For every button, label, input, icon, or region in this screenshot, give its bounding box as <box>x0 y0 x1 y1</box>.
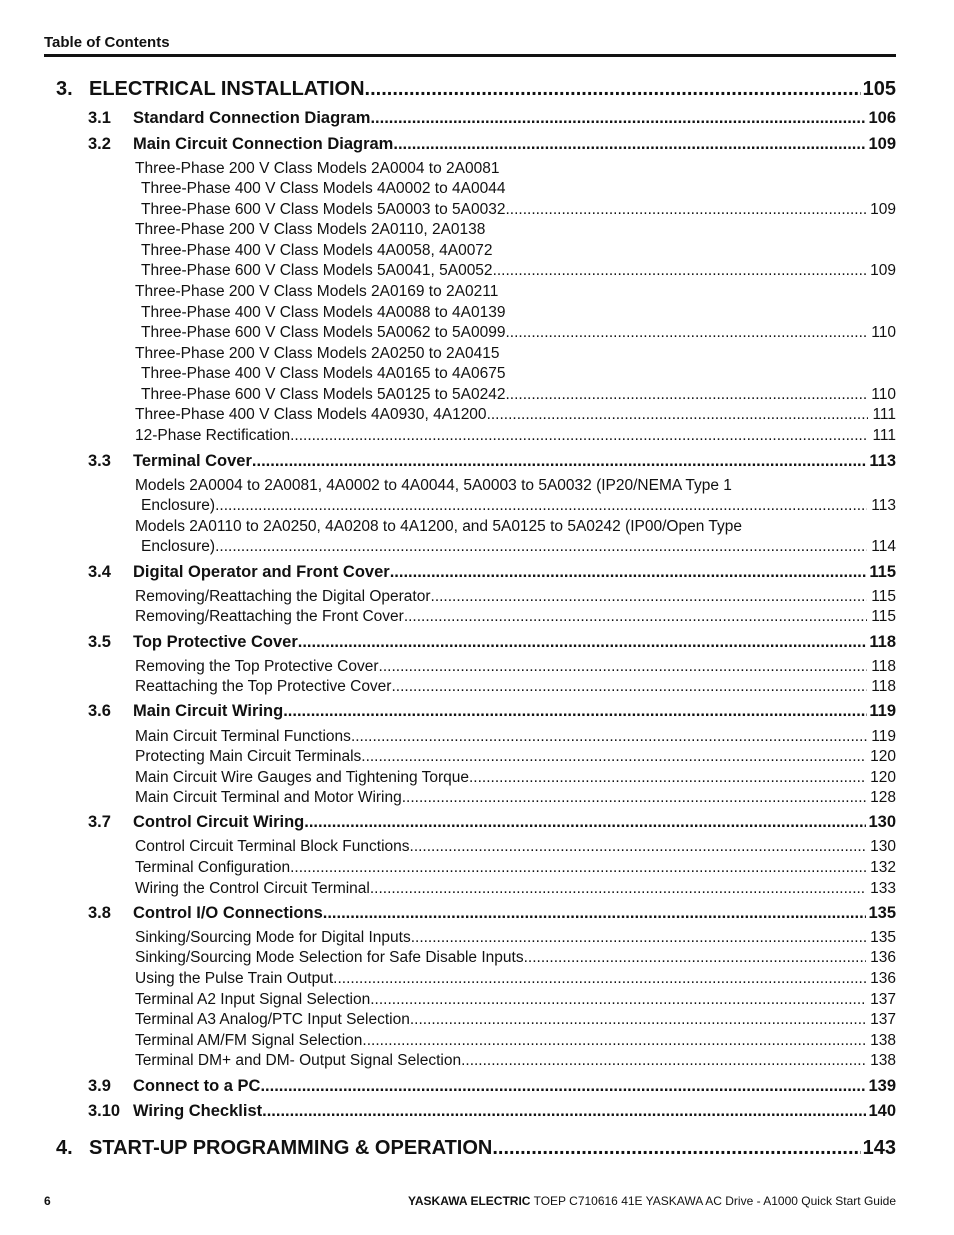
section-page: 140 <box>868 1102 896 1120</box>
entry-title: Three-Phase 600 V Class Models 5A0041, 5A0052 <box>141 262 493 279</box>
toc-entry[interactable] <box>141 201 896 219</box>
entry-page: 132 <box>870 859 896 876</box>
dot-leader <box>393 135 866 154</box>
entry-title: Wiring the Control Circuit Terminal <box>135 880 370 897</box>
entry-page: 136 <box>870 970 896 987</box>
entry-title: Sinking/Sourcing Mode for Digital Inputs <box>135 929 411 946</box>
toc-entry[interactable] <box>135 1011 896 1029</box>
toc-entry[interactable] <box>135 608 896 626</box>
toc-entry[interactable] <box>141 538 896 556</box>
dot-leader <box>370 109 866 128</box>
dot-leader <box>215 538 867 556</box>
section-number: 3.6 <box>88 702 111 720</box>
entry-page: 137 <box>870 991 896 1008</box>
dot-leader <box>333 970 866 988</box>
entry-page: 111 <box>872 427 896 444</box>
section-number: 3.7 <box>88 813 111 831</box>
toc-section-3-7[interactable] <box>88 813 896 832</box>
chapter-number: 3. <box>56 78 73 100</box>
footer-doc-title: TOEP C710616 41E YASKAWA AC Drive - A1000 Quick Start Guide <box>533 1194 896 1208</box>
toc-entry[interactable] <box>135 427 896 445</box>
entry-page: 115 <box>871 608 896 625</box>
toc-entry-line: Three-Phase 200 V Class Models 2A0250 to 2A0415 <box>135 345 500 362</box>
dot-leader <box>404 608 867 626</box>
toc-entry-line: Three-Phase 200 V Class Models 2A0169 to 2A0211 <box>135 283 499 300</box>
entry-page: 128 <box>870 789 896 806</box>
toc-entry[interactable] <box>135 859 896 877</box>
toc-entry[interactable] <box>135 991 896 1009</box>
section-number: 3.10 <box>88 1102 121 1120</box>
toc-entry[interactable] <box>135 949 896 967</box>
section-page: 139 <box>868 1077 896 1095</box>
toc-entry-line: Three-Phase 400 V Class Models 4A0002 to 4A0044 <box>141 180 506 197</box>
toc-entry[interactable] <box>135 929 896 947</box>
section-page: 130 <box>868 813 896 831</box>
toc-section-3-2[interactable] <box>88 135 896 154</box>
section-title: Control I/O Connections <box>133 904 323 922</box>
toc-entry[interactable] <box>135 838 896 856</box>
section-page: 115 <box>869 563 896 581</box>
dot-leader <box>370 880 866 898</box>
dot-leader <box>487 406 869 424</box>
header-rule <box>44 54 896 57</box>
dot-leader <box>365 78 861 101</box>
entry-title: Control Circuit Terminal Block Functions <box>135 838 410 855</box>
entry-title: 12-Phase Rectification <box>135 427 291 444</box>
toc-entry-line: Three-Phase 400 V Class Models 4A0165 to 4A0675 <box>141 365 506 382</box>
chapter-title: ELECTRICAL INSTALLATION <box>89 78 365 100</box>
dot-leader <box>461 1052 866 1070</box>
dot-leader <box>410 838 867 856</box>
dot-leader <box>492 1137 860 1160</box>
dot-leader <box>252 452 867 471</box>
section-number: 3.1 <box>88 109 111 127</box>
section-title: Main Circuit Connection Diagram <box>133 135 394 153</box>
toc-entry[interactable] <box>141 262 896 280</box>
entry-title: Main Circuit Terminal and Motor Wiring <box>135 789 402 806</box>
header-title: Table of Contents <box>44 34 170 51</box>
dot-leader <box>505 201 866 219</box>
section-page: 118 <box>869 633 896 651</box>
toc-entry[interactable] <box>141 497 896 515</box>
entry-title: Removing/Reattaching the Front Cover <box>135 608 404 625</box>
toc-entry[interactable] <box>141 386 896 404</box>
entry-title: Enclosure) <box>141 538 216 555</box>
dot-leader <box>215 497 867 515</box>
toc-entry[interactable] <box>135 789 896 807</box>
section-page: 109 <box>868 135 896 153</box>
dot-leader <box>390 563 868 582</box>
toc-entry[interactable] <box>135 1032 896 1050</box>
toc-entry-line: Models 2A0004 to 2A0081, 4A0002 to 4A0044, 5A0003 to 5A0032 (IP20/NEMA Type 1 <box>135 477 732 494</box>
toc-entry[interactable] <box>135 970 896 988</box>
toc-entry[interactable] <box>135 880 896 898</box>
dot-leader <box>391 678 867 696</box>
entry-title: Using the Pulse Train Output <box>135 970 334 987</box>
toc-entry[interactable] <box>135 678 896 696</box>
toc-entry[interactable] <box>135 406 896 424</box>
dot-leader <box>323 904 867 923</box>
entry-page: 113 <box>871 497 896 514</box>
dot-leader <box>298 633 868 652</box>
toc-entry[interactable] <box>135 1052 896 1070</box>
entry-page: 136 <box>870 949 896 966</box>
toc-entry-line: Three-Phase 200 V Class Models 2A0110, 2A0138 <box>135 221 486 238</box>
dot-leader <box>361 748 866 766</box>
toc-section-3-8[interactable] <box>88 904 896 923</box>
dot-leader <box>351 728 867 746</box>
chapter-title: START-UP PROGRAMMING & OPERATION <box>89 1137 493 1159</box>
section-page: 113 <box>869 452 896 470</box>
entry-page: 111 <box>872 406 896 423</box>
footer-brand: YASKAWA ELECTRIC <box>407 1194 531 1208</box>
toc-section-3-6[interactable] <box>88 702 896 721</box>
dot-leader <box>362 1032 866 1050</box>
entry-title: Removing the Top Protective Cover <box>135 658 379 675</box>
entry-title: Main Circuit Terminal Functions <box>135 728 351 745</box>
entry-title: Enclosure) <box>141 497 216 514</box>
dot-leader <box>304 813 866 832</box>
section-number: 3.5 <box>88 633 111 651</box>
toc-entry[interactable] <box>135 748 896 766</box>
entry-page: 118 <box>871 678 896 695</box>
section-title: Terminal Cover <box>133 452 252 470</box>
entry-page: 138 <box>870 1032 896 1049</box>
dot-leader <box>469 769 866 787</box>
dot-leader <box>402 789 866 807</box>
dot-leader <box>370 991 866 1009</box>
section-title: Standard Connection Diagram <box>133 109 371 127</box>
entry-title: Terminal A2 Input Signal Selection <box>135 991 371 1008</box>
dot-leader <box>379 658 868 676</box>
entry-page: 115 <box>871 588 896 605</box>
section-number: 3.2 <box>88 135 111 153</box>
dot-leader <box>431 588 868 606</box>
toc-section-3-5[interactable] <box>88 633 896 652</box>
entry-page: 109 <box>870 262 896 279</box>
section-title: Control Circuit Wiring <box>133 813 305 831</box>
footer-page-number: 6 <box>44 1194 51 1208</box>
dot-leader <box>410 1011 866 1029</box>
toc-section-3-4[interactable] <box>88 563 896 582</box>
toc-section-3-9[interactable] <box>88 1077 896 1096</box>
entry-page: 114 <box>871 538 896 555</box>
toc-entry-line: Models 2A0110 to 2A0250, 4A0208 to 4A1200, and 5A0125 to 5A0242 (IP00/Open Type <box>135 518 742 535</box>
entry-title: Three-Phase 600 V Class Models 5A0003 to 5A0032 <box>141 201 506 218</box>
dot-leader <box>262 1102 866 1121</box>
entry-title: Reattaching the Top Protective Cover <box>135 678 392 695</box>
toc-entry-line: Three-Phase 200 V Class Models 2A0004 to 2A0081 <box>135 160 500 177</box>
dot-leader <box>524 949 867 967</box>
entry-page: 133 <box>870 880 896 897</box>
toc-entry[interactable] <box>135 588 896 606</box>
toc-section-3-10[interactable] <box>88 1102 896 1121</box>
dot-leader <box>505 324 867 342</box>
section-number: 3.8 <box>88 904 111 922</box>
section-title: Wiring Checklist <box>133 1102 263 1120</box>
chapter-number: 4. <box>56 1137 73 1159</box>
entry-title: Protecting Main Circuit Terminals <box>135 748 362 765</box>
section-number: 3.9 <box>88 1077 111 1095</box>
section-title: Main Circuit Wiring <box>133 702 284 720</box>
entry-title: Three-Phase 400 V Class Models 4A0930, 4A1200 <box>135 406 487 423</box>
section-page: 135 <box>868 904 896 922</box>
section-number: 3.4 <box>88 563 111 581</box>
entry-page: 120 <box>870 769 896 786</box>
entry-title: Removing/Reattaching the Digital Operator <box>135 588 431 605</box>
dot-leader <box>411 929 866 947</box>
entry-page: 119 <box>871 728 896 745</box>
toc-entry[interactable] <box>135 658 896 676</box>
toc-entry-line: Three-Phase 400 V Class Models 4A0058, 4A0072 <box>141 242 493 259</box>
toc-entry-line: Three-Phase 400 V Class Models 4A0088 to 4A0139 <box>141 304 506 321</box>
entry-page: 130 <box>870 838 896 855</box>
entry-title: Terminal DM+ and DM- Output Signal Selection <box>135 1052 462 1069</box>
dot-leader <box>283 702 867 721</box>
dot-leader <box>505 386 867 404</box>
entry-page: 137 <box>870 1011 896 1028</box>
entry-page: 135 <box>870 929 896 946</box>
dot-leader <box>290 859 866 877</box>
section-number: 3.3 <box>88 452 111 470</box>
section-page: 119 <box>869 702 896 720</box>
toc-section-3-1[interactable] <box>88 109 896 128</box>
entry-title: Terminal Configuration <box>135 859 291 876</box>
entry-page: 110 <box>871 386 896 403</box>
entry-page: 138 <box>870 1052 896 1069</box>
entry-page: 110 <box>871 324 896 341</box>
entry-title: Main Circuit Wire Gauges and Tightening Torque <box>135 769 469 786</box>
entry-title: Terminal A3 Analog/PTC Input Selection <box>135 1011 410 1028</box>
entry-page: 118 <box>871 658 896 675</box>
toc-section-3-3[interactable] <box>88 452 896 471</box>
entry-title: Three-Phase 600 V Class Models 5A0125 to 5A0242 <box>141 386 506 403</box>
chapter-page: 143 <box>862 1137 896 1159</box>
section-title: Top Protective Cover <box>133 633 298 651</box>
entry-title: Sinking/Sourcing Mode Selection for Safe Disable Inputs <box>135 949 524 966</box>
section-title: Digital Operator and Front Cover <box>133 563 390 581</box>
entry-page: 109 <box>870 201 896 218</box>
entry-title: Three-Phase 600 V Class Models 5A0062 to 5A0099 <box>141 324 506 341</box>
dot-leader <box>493 262 867 280</box>
entry-title: Terminal AM/FM Signal Selection <box>135 1032 363 1049</box>
toc-chapter-3[interactable] <box>56 78 896 101</box>
entry-page: 120 <box>870 748 896 765</box>
toc-entry[interactable] <box>135 769 896 787</box>
toc-entry[interactable] <box>135 728 896 746</box>
toc-chapter-4[interactable] <box>56 1137 896 1160</box>
chapter-page: 105 <box>862 78 896 100</box>
footer-doc-info <box>408 1194 896 1208</box>
section-page: 106 <box>868 109 896 127</box>
dot-leader <box>260 1077 866 1096</box>
toc-entry[interactable] <box>141 324 896 342</box>
dot-leader <box>290 427 868 445</box>
section-title: Connect to a PC <box>133 1077 261 1095</box>
